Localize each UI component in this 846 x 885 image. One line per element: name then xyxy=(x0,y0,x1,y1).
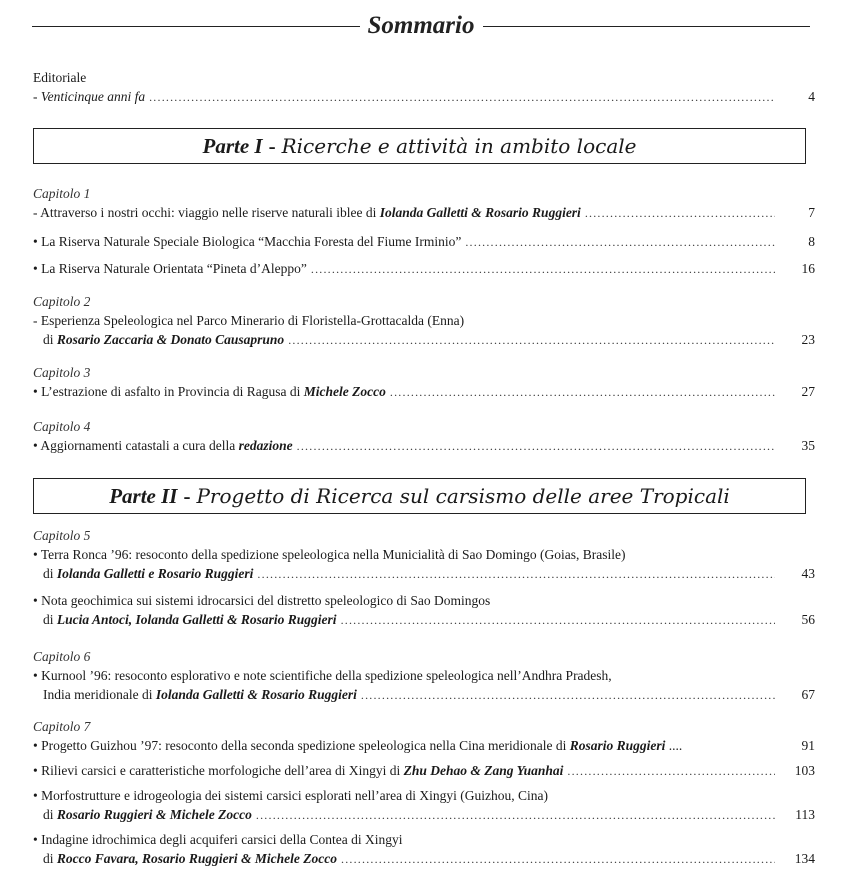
chapter-3 xyxy=(33,364,815,401)
part-2-header xyxy=(33,478,806,514)
toc-entry[interactable] xyxy=(33,564,815,583)
entry-byline: India meridionale di Iolanda Galletti & Rosario Ruggieri xyxy=(43,687,357,702)
entry-title-line: • Morfostrutture e idrogeologia dei sistemi carsici esplorati nell’area di Xingyi (Guizhou, Cina) xyxy=(33,788,548,803)
chapter-heading: Capitolo 5 xyxy=(33,528,91,543)
toc-entry[interactable] xyxy=(33,203,815,222)
dot-leader xyxy=(361,686,775,705)
entry-title: • Progetto Guizhou ’97: resoconto della seconda spedizione speleologica nella Cina meridionale di Rosario Ruggieri .... xyxy=(33,738,683,753)
editoriale-heading: Editoriale xyxy=(33,70,87,85)
toc-entry[interactable] xyxy=(33,382,815,401)
entry-authors: Iolanda Galletti & Rosario Ruggieri xyxy=(379,205,581,220)
dot-leader xyxy=(256,806,775,825)
toc-entry[interactable] xyxy=(33,736,815,755)
dot-leader xyxy=(257,565,775,584)
entry-title-line: • Nota geochimica sui sistemi idrocarsici del distretto speleologico di Sao Domingos xyxy=(33,593,491,608)
dot-leader xyxy=(288,331,775,350)
chapter-7 xyxy=(33,718,815,868)
page-number: 8 xyxy=(808,234,815,249)
dot-leader xyxy=(311,260,775,279)
toc-entry[interactable] xyxy=(33,232,815,251)
chapter-5 xyxy=(33,527,815,629)
entry-byline: di Rocco Favara, Rosario Ruggieri & Michele Zocco xyxy=(43,851,337,866)
entry-authors: redazione xyxy=(238,438,293,453)
part-title: Progetto di Ricerca sul carsismo delle aree Tropicali xyxy=(196,484,730,508)
chapter-heading: Capitolo 2 xyxy=(33,294,91,309)
editoriale-section xyxy=(33,68,815,106)
title-rule-right xyxy=(483,26,811,27)
entry-byline: di Lucia Antoci, Iolanda Galletti & Rosario Ruggieri xyxy=(43,612,337,627)
toc-entry[interactable] xyxy=(33,761,815,780)
entry-authors: Rosario Ruggieri xyxy=(569,738,666,753)
entry-title: • Aggiornamenti catastali a cura della redazione xyxy=(33,438,293,453)
page-number: 23 xyxy=(801,332,815,347)
part-title: Ricerche e attività in ambito locale xyxy=(281,134,637,158)
entry-authors: Rocco Favara, Rosario Ruggieri & Michele Zocco xyxy=(56,851,337,866)
entry-title: • La Riserva Naturale Orientata “Pineta d’Aleppo” xyxy=(33,261,307,276)
entry-authors: Rosario Zaccaria & Donato Causapruno xyxy=(56,332,285,347)
toc-entry[interactable] xyxy=(33,259,815,278)
title-row xyxy=(32,8,810,44)
chapter-4 xyxy=(33,418,815,455)
entry-authors: Iolanda Galletti e Rosario Ruggieri xyxy=(56,566,254,581)
page-number: 56 xyxy=(801,612,815,627)
entry-title: • Rilievi carsici e caratteristiche morfologiche dell’area di Xingyi di Zhu Dehao & Zang Yuanhai xyxy=(33,763,564,778)
dot-leader xyxy=(341,611,775,630)
page-number: 113 xyxy=(795,807,815,822)
entry-byline: di Iolanda Galletti e Rosario Ruggieri xyxy=(43,566,254,581)
toc-entry[interactable] xyxy=(33,436,815,455)
entry-title: - Attraverso i nostri occhi: viaggio nelle riserve naturali iblee di Iolanda Galletti & Rosario Ruggieri xyxy=(33,205,581,220)
entry-authors: Zhu Dehao & Zang Yuanhai xyxy=(403,763,564,778)
entry-authors: Michele Zocco xyxy=(303,384,386,399)
part-separator: - xyxy=(268,133,276,158)
entry-byline: di Rosario Ruggieri & Michele Zocco xyxy=(43,807,252,822)
page-number: 67 xyxy=(801,687,815,702)
entry-authors: Lucia Antoci, Iolanda Galletti & Rosario Ruggieri xyxy=(56,612,337,627)
chapter-heading: Capitolo 1 xyxy=(33,186,91,201)
entry-authors: Iolanda Galletti & Rosario Ruggieri xyxy=(155,687,357,702)
entry-title-line: • Indagine idrochimica degli acquiferi carsici della Contea di Xingyi xyxy=(33,832,403,847)
dot-leader xyxy=(149,88,775,107)
part-label: Parte II xyxy=(109,483,178,508)
page-number: 35 xyxy=(801,438,815,453)
toc-entry[interactable] xyxy=(33,805,815,824)
page-number: 43 xyxy=(801,566,815,581)
entry-title: • La Riserva Naturale Speciale Biologica “Macchia Foresta del Fiume Irminio” xyxy=(33,234,462,249)
entry-byline: di Rosario Zaccaria & Donato Causapruno xyxy=(43,332,285,347)
page-number: 134 xyxy=(794,851,815,866)
page-number: 16 xyxy=(801,261,815,276)
toc-entry[interactable] xyxy=(33,87,815,106)
page-number: 7 xyxy=(808,205,815,220)
dot-leader xyxy=(567,762,775,781)
entry-title: - Venticinque anni fa xyxy=(33,89,146,104)
toc-entry[interactable] xyxy=(33,849,815,868)
toc-entry[interactable] xyxy=(33,610,815,629)
part-1-header xyxy=(33,128,806,164)
dot-leader xyxy=(341,850,775,869)
entry-title-line: - Esperienza Speleologica nel Parco Minerario di Floristella-Grottacalda (Enna) xyxy=(33,313,465,328)
entry-title-line: • Kurnool ’96: resoconto esplorativo e note scientifiche della spedizione speleologica nell’Andhra Pradesh, xyxy=(33,668,612,683)
chapter-heading: Capitolo 3 xyxy=(33,365,91,380)
chapter-heading: Capitolo 4 xyxy=(33,419,91,434)
dot-leader: .... xyxy=(665,738,683,753)
page-number: 27 xyxy=(801,384,815,399)
chapter-heading: Capitolo 6 xyxy=(33,649,91,664)
title-rule-left xyxy=(32,26,360,27)
entry-authors: Rosario Ruggieri & Michele Zocco xyxy=(56,807,252,822)
chapter-2 xyxy=(33,293,815,349)
chapter-6 xyxy=(33,648,815,704)
chapter-heading: Capitolo 7 xyxy=(33,719,91,734)
entry-title-line: • Terra Ronca ’96: resoconto della spedizione speleologica nella Municialità di Sao Domingo (Goias, Brasile) xyxy=(33,547,626,562)
dot-leader xyxy=(465,233,775,252)
part-label: Parte I xyxy=(202,133,263,158)
dot-leader xyxy=(585,204,775,223)
page-title: Sommario xyxy=(367,12,475,39)
part-separator: - xyxy=(183,483,191,508)
page-number: 103 xyxy=(794,763,815,778)
dot-leader xyxy=(297,437,775,456)
dot-leader xyxy=(390,383,775,402)
entry-title: • L’estrazione di asfalto in Provincia di Ragusa di Michele Zocco xyxy=(33,384,386,399)
page-number: 4 xyxy=(808,89,815,104)
chapter-1 xyxy=(33,185,815,278)
toc-entry[interactable] xyxy=(33,685,815,704)
page-number: 91 xyxy=(801,738,815,753)
toc-entry[interactable] xyxy=(33,330,815,349)
